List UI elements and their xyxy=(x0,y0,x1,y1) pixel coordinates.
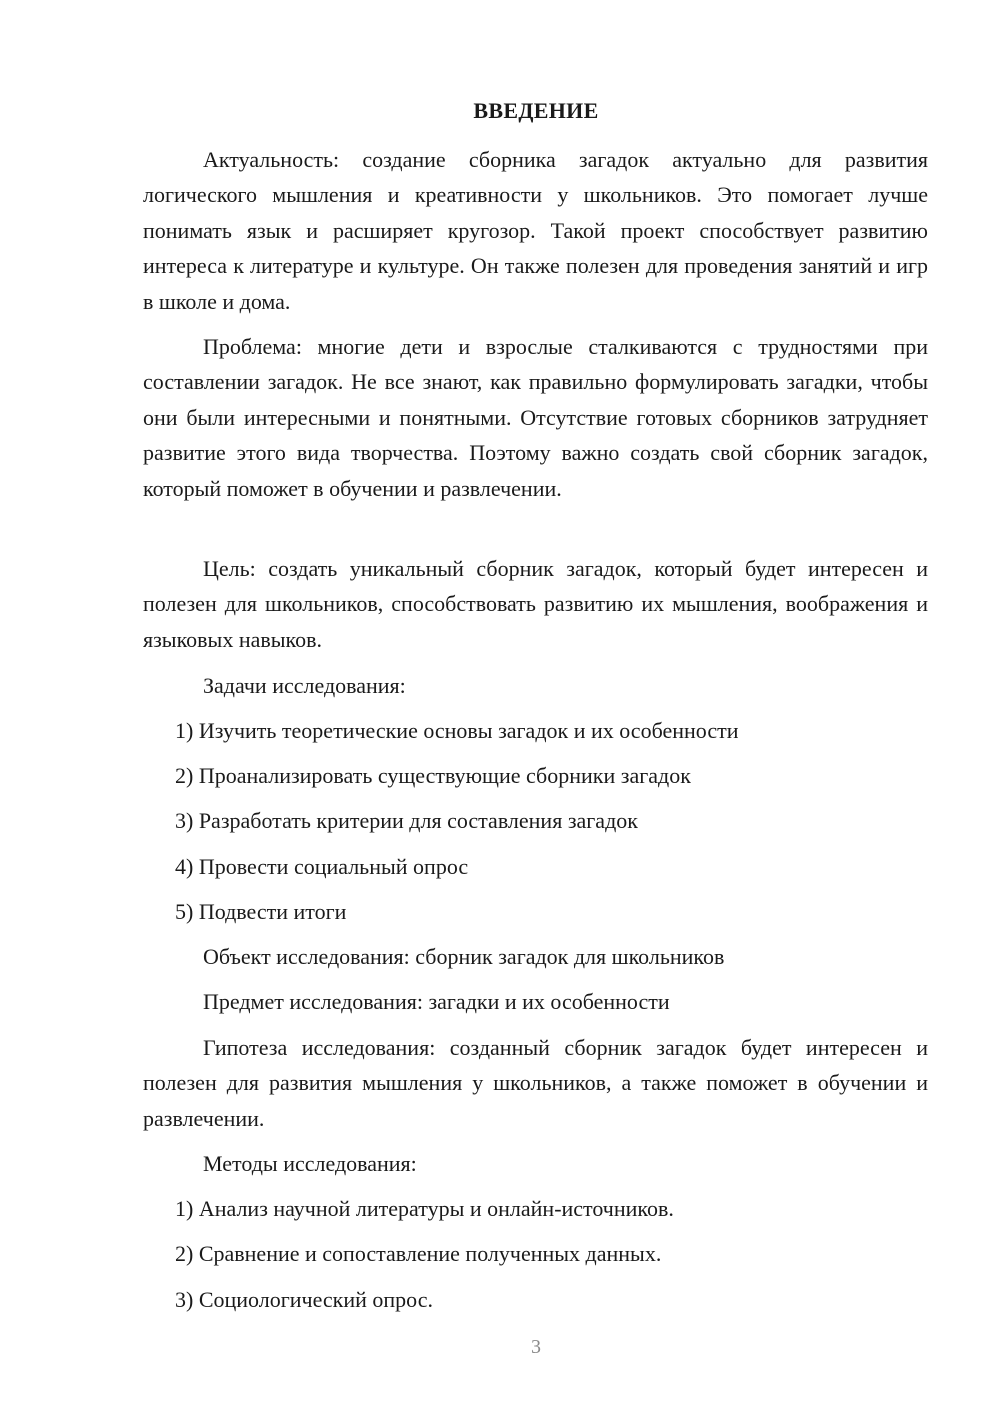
method-list xyxy=(143,1191,928,1226)
tasks-section xyxy=(143,668,928,703)
relevance-paragraph: Актуальность: создание сборника загадок актуально для развития логического мышления и креативности у школьников. Это помогает лучше понимать язык и расширяет кругозор. Такой проект способствует развитию интереса к литературе и культуре. Он также полезен для проведения занятий и игр в школе и дома. xyxy=(143,147,928,314)
problem-paragraph: Проблема: многие дети и взрослые сталкиваются с трудностями при составлении загадок. Не все знают, как правильно формулировать загадки, чтобы они были интересными и понятными. Отсутствие готовых сборников затрудняет развитие этого вида творчества. Поэтому важно создать свой сборник загадок, который поможет в обучении и развлечении. xyxy=(143,334,928,501)
hypothesis-section xyxy=(143,1030,928,1136)
subject-section xyxy=(143,984,928,1019)
tasks-label: Задачи исследования: xyxy=(203,673,406,698)
methods-label: Методы исследования: xyxy=(203,1151,417,1176)
task-list xyxy=(143,894,928,929)
problem-section xyxy=(143,329,928,506)
method-item: 2) Сравнение и сопоставление полученных данных. xyxy=(175,1241,662,1266)
task-list xyxy=(143,713,928,748)
object-section xyxy=(143,939,928,974)
method-item: 1) Анализ научной литературы и онлайн-источников. xyxy=(175,1196,674,1221)
subject-line: Предмет исследования: загадки и их особенности xyxy=(203,989,670,1014)
task-item: 3) Разработать критерии для составления загадок xyxy=(175,808,638,833)
task-list xyxy=(143,758,928,793)
task-item: 2) Проанализировать существующие сборники загадок xyxy=(175,763,691,788)
hypothesis-paragraph: Гипотеза исследования: созданный сборник загадок будет интересен и полезен для развития мышления у школьников, а также поможет в обучении и развлечении. xyxy=(143,1035,928,1131)
method-item: 3) Социологический опрос. xyxy=(175,1287,433,1312)
methods-section xyxy=(143,1146,928,1181)
page-number: 3 xyxy=(531,1336,541,1358)
task-item: 4) Провести социальный опрос xyxy=(175,854,469,879)
method-list xyxy=(143,1282,928,1317)
task-item: 1) Изучить теоретические основы загадок и их особенности xyxy=(175,718,739,743)
task-list xyxy=(143,849,928,884)
page-title: ВВЕДЕНИЕ xyxy=(473,98,599,123)
task-item: 5) Подвести итоги xyxy=(175,899,347,924)
goal-paragraph: Цель: создать уникальный сборник загадок, который будет интересен и полезен для школьников, способствовать развитию их мышления, воображения и языковых навыков. xyxy=(143,556,928,652)
task-list xyxy=(143,803,928,838)
goal-section xyxy=(143,551,928,657)
object-line: Объект исследования: сборник загадок для школьников xyxy=(203,944,725,969)
document-body xyxy=(143,142,928,319)
method-list xyxy=(143,1236,928,1271)
